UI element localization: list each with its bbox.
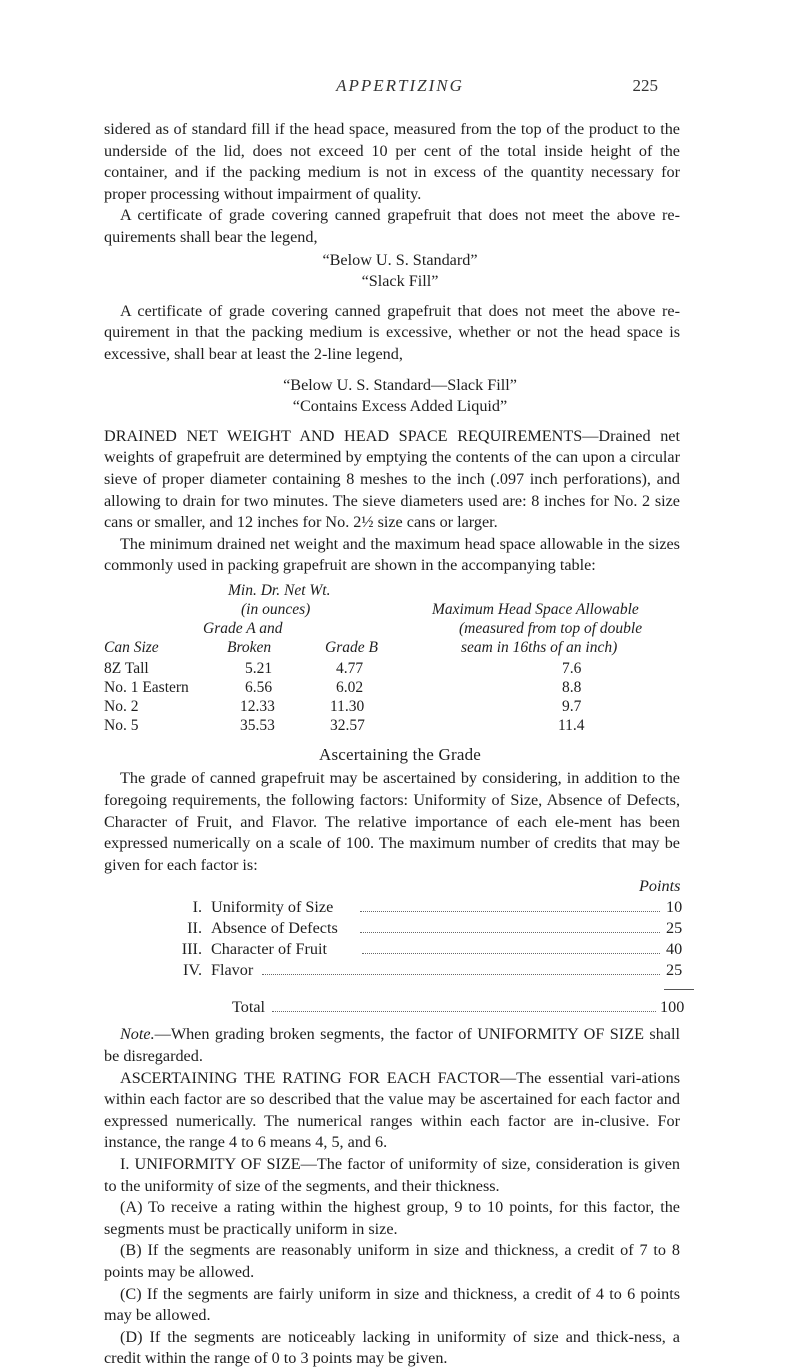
page-header (0, 75, 800, 99)
table-header-grade-a: Grade A and (203, 619, 283, 637)
table-cell-grade-b: 4.77 (336, 659, 364, 677)
sum-rule (664, 989, 694, 990)
paragraph: The grade of canned grapefruit may be ascertained by considering, in addition to the foregoing requirements, the following factors: Uniformity of Size, Absence of Defects, Character of Fruit, and Flavor. The relative importance of each ele-ment has been expressed numerically on a scale of 100. The maximum number of credits that may be given for each factor is: (104, 769, 680, 874)
table-header-seam: seam in 16ths of an inch) (461, 638, 618, 656)
note-paragraph (0, 1024, 800, 1067)
legend-line: “Below U. S. Standard—Slack Fill” (283, 375, 517, 394)
dot-leader (362, 939, 660, 954)
note-label: Note. (120, 1025, 155, 1044)
section-heading: Ascertaining the Grade (318, 744, 482, 764)
paragraph: ASCERTAINING THE RATING FOR EACH FACTOR—The essential vari-ations within each factor are so described that the value may be ascertained for each factor and expressed numerically. The numerical ranges within each factor are in-clusive. For instance, the range 4 to 6 means 4, 5, and 6. (104, 1068, 680, 1152)
legend-block (0, 250, 800, 293)
paragraph: (B) If the segments are reasonably uniform in size and thickness, a credit of 7 to 8 points may be allowed. (104, 1241, 680, 1281)
dot-leader (262, 960, 660, 975)
factor-points: 10 (666, 898, 683, 917)
page-number: 225 (632, 76, 658, 95)
table-header-min-weight: Min. Dr. Net Wt. (228, 581, 331, 599)
page-body (0, 119, 800, 1370)
table-header-grade-b: Grade B (325, 638, 378, 656)
table-cell-size: No. 1 Eastern (104, 678, 189, 696)
factor-points: 40 (666, 940, 683, 959)
drained-weight-table (0, 577, 800, 734)
total-points: 100 (660, 998, 685, 1017)
dot-leader (360, 918, 660, 933)
paragraph: A certificate of grade covering canned grapefruit that does not meet the above re-quirements shall bear the legend, (104, 206, 680, 246)
factor-label: Uniformity of Size (211, 898, 334, 917)
table-cell-head-space: 11.4 (558, 716, 585, 734)
points-header: Points (639, 877, 681, 896)
factor-label: Flavor (211, 961, 254, 980)
table-header-can-size: Can Size (104, 638, 159, 656)
paragraph: A certificate of grade covering canned grapefruit that does not meet the above re-quirement in that the packing medium is excessive, whether or not the head space is excessive, shall bear at least the 2-line legend, (104, 301, 680, 363)
table-cell-grade-b: 11.30 (330, 697, 365, 715)
paragraph: I. UNIFORMITY OF SIZE—The factor of uniformity of size, consideration is given to the uniformity of size of the segments, and their thickness. (104, 1155, 680, 1195)
running-head: APPERTIZING (336, 76, 464, 95)
table-cell-grade-a: 5.21 (245, 659, 273, 677)
factor-label: Character of Fruit (211, 940, 327, 959)
table-cell-grade-b: 32.57 (330, 716, 365, 734)
factor-label: Absence of Defects (211, 919, 338, 938)
table-cell-head-space: 7.6 (562, 659, 582, 677)
table-cell-grade-a: 12.33 (240, 697, 275, 715)
table-header-measured: (measured from top of double (459, 619, 643, 637)
table-cell-size: No. 2 (104, 697, 139, 715)
table-header-max-head-space: Maximum Head Space Allowable (432, 600, 639, 618)
legend-line: “Contains Excess Added Liquid” (292, 397, 508, 416)
legend-line: “Below U. S. Standard” (322, 250, 478, 269)
note-text: —When grading broken segments, the factor of UNIFORMITY OF SIZE shall be disregarded. (104, 1025, 680, 1066)
table-cell-head-space: 9.7 (562, 697, 582, 715)
paragraph: (C) If the segments are fairly uniform in size and thickness, a credit of 4 to 6 points may be allowed. (104, 1284, 680, 1325)
legend-block (0, 375, 800, 418)
factor-number: I. (192, 898, 202, 917)
dot-leader (272, 997, 656, 1012)
paragraph: The minimum drained net weight and the maximum head space allowable in the sizes commonly used in packing grapefruit are shown in the accompanying table: (104, 534, 680, 575)
factor-number: IV. (182, 961, 202, 980)
paragraph: (A) To receive a rating within the highest group, 9 to 10 points, for this factor, the segments must be practically uniform in size. (104, 1198, 680, 1238)
legend-line: “Slack Fill” (361, 272, 439, 291)
points-table (0, 876, 800, 1036)
dot-leader (360, 897, 660, 912)
table-cell-grade-b: 6.02 (336, 678, 364, 696)
paragraph: (D) If the segments are noticeably lacking in uniformity of size and thick-ness, a credit within the range of 0 to 3 points may be given. (104, 1327, 680, 1368)
factor-points: 25 (666, 919, 683, 938)
table-cell-grade-a: 35.53 (240, 716, 275, 734)
factor-number: III. (181, 940, 202, 959)
table-cell-grade-a: 6.56 (245, 678, 273, 696)
factor-number: II. (187, 919, 202, 938)
table-cell-size: 8Z Tall (104, 659, 149, 677)
table-cell-size: No. 5 (104, 716, 139, 734)
paragraph: sidered as of standard fill if the head space, measured from the top of the product to the underside of the lid, does not exceed 10 per cent of the total inside height of the container, and if the packing medium is not in excess of the quantity necessary for proper processing without impairment of quality. (104, 120, 680, 203)
total-label: Total (232, 998, 266, 1017)
table-cell-head-space: 8.8 (562, 678, 582, 696)
paragraph: DRAINED NET WEIGHT AND HEAD SPACE REQUIREMENTS—Drained net weights of grapefruit are determined by emptying the contents of the can upon a circular sieve of proper diameter containing 8 meshes to the inch (.097 inch perforations), and allowing to drain for two minutes. The sieve diameters used are: 8 inches for No. 2 size cans or smaller, and 12 inches for No. 2½ size cans or larger. (104, 426, 680, 532)
table-header-ounces: (in ounces) (241, 600, 311, 618)
table-header-broken: Broken (227, 638, 272, 656)
factor-points: 25 (666, 961, 683, 980)
